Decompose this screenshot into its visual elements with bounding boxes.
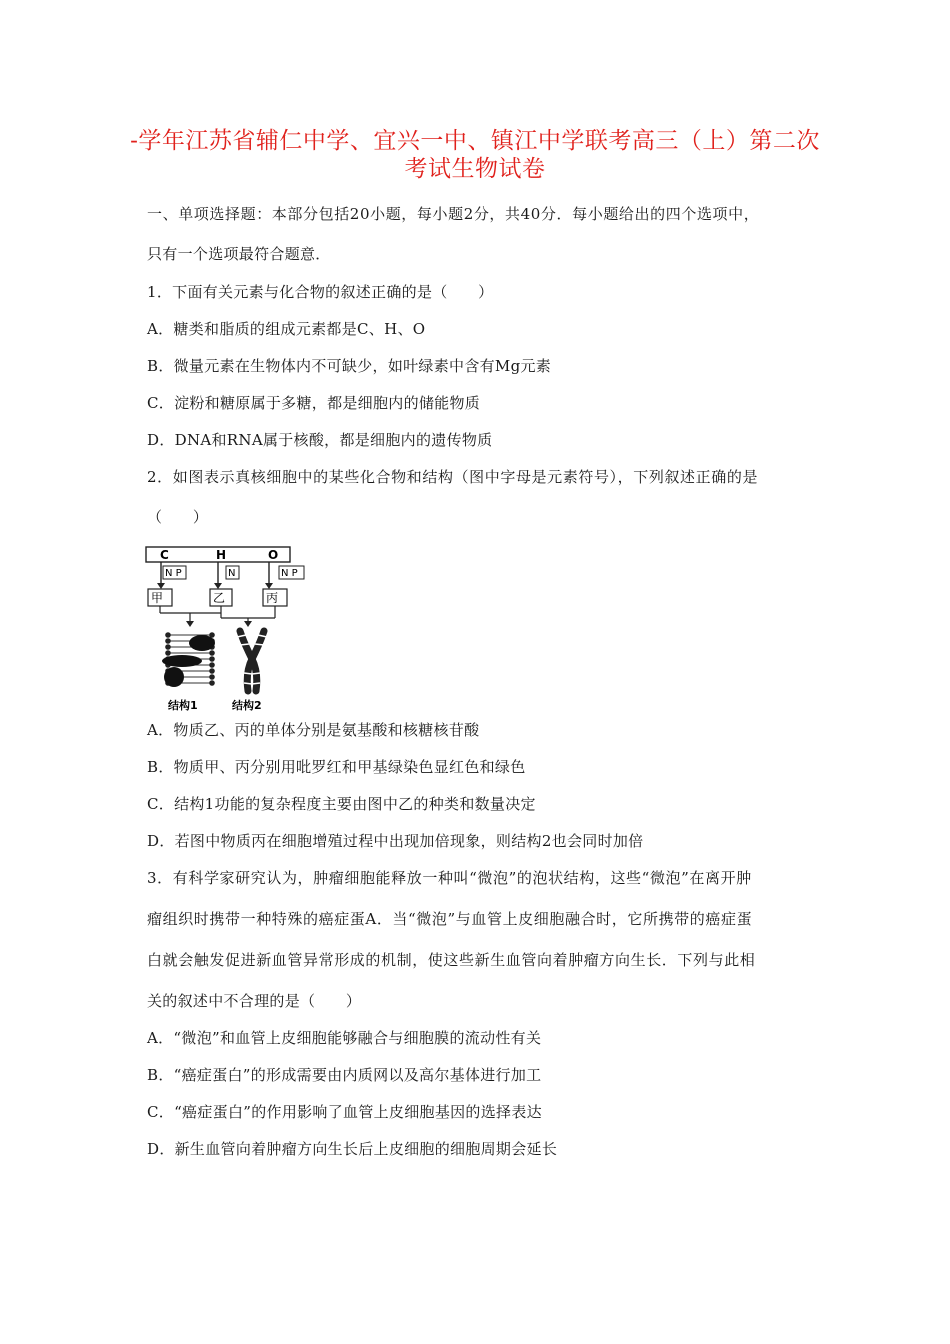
element-o: O xyxy=(268,548,279,562)
compound-yi: 乙 xyxy=(213,591,226,605)
added-element-2: N xyxy=(228,568,236,579)
page-title-line1: -学年江苏省辅仁中学、宜兴一中、镇江中学联考高三（上）第二次 xyxy=(130,128,820,154)
question-2-option-a: A．物质乙、丙的单体分别是氨基酸和核糖核苷酸 xyxy=(147,721,480,739)
element-c: C xyxy=(160,548,169,562)
added-element-3: N P xyxy=(281,568,298,579)
membrane-structure-illustration xyxy=(162,632,215,687)
question-1-option-c: C．淀粉和糖原属于多糖，都是细胞内的储能物质 xyxy=(147,394,481,412)
compound-bing: 丙 xyxy=(266,591,279,605)
chromosome-illustration xyxy=(237,631,267,691)
arrow-down-icon xyxy=(214,583,222,589)
section-intro-line1: 一、单项选择题：本部分包括20小题，每小题2分，共40分．每小题给出的四个选项中， xyxy=(147,205,760,223)
compound-structure-diagram xyxy=(140,543,310,715)
arrow-down-icon xyxy=(157,583,165,589)
arrow-down-icon xyxy=(244,621,252,627)
arrow-down-icon xyxy=(265,583,273,589)
question-2-option-d: D．若图中物质丙在细胞增殖过程中出现加倍现象，则结构2也会同时加倍 xyxy=(147,832,644,850)
question-2-option-b: B．物质甲、丙分别用吡罗红和甲基绿染色显红色和绿色 xyxy=(147,758,526,776)
question-3-option-b: B．“癌症蛋白”的形成需要由内质网以及高尔基体进行加工 xyxy=(147,1066,542,1084)
question-3-option-a: A．“微泡”和血管上皮细胞能够融合与细胞膜的流动性有关 xyxy=(147,1029,542,1047)
structure-1-label: 结构1 xyxy=(168,699,198,712)
arrow-down-icon xyxy=(186,621,194,627)
question-1-option-a: A．糖类和脂质的组成元素都是C、H、O xyxy=(147,320,426,338)
question-1-option-d: D．DNA和RNA属于核酸，都是细胞内的遗传物质 xyxy=(147,431,493,449)
question-2-option-c: C．结构1功能的复杂程度主要由图中乙的种类和数量决定 xyxy=(147,795,536,813)
question-3-stem-line4: 关的叙述中不合理的是（ ） xyxy=(147,992,362,1010)
compound-jia: 甲 xyxy=(151,591,164,605)
question-2-stem-line2: （ ） xyxy=(147,508,209,526)
question-3-stem-line3: 白就会触发促进新血管异常形成的机制，使这些新生血管向着肿瘤方向生长．下列与此相 xyxy=(147,951,756,969)
question-1-option-b: B．微量元素在生物体内不可缺少，如叶绿素中含有Mg元素 xyxy=(147,357,552,375)
question-1-stem: 1．下面有关元素与化合物的叙述正确的是（ ） xyxy=(147,283,494,301)
element-h: H xyxy=(216,548,227,562)
question-3-option-d: D．新生血管向着肿瘤方向生长后上皮细胞的细胞周期会延长 xyxy=(147,1140,558,1158)
section-intro-line2: 只有一个选项最符合题意． xyxy=(147,245,331,263)
structure-2-label: 结构2 xyxy=(232,699,262,712)
page-title-line2: 考试生物试卷 xyxy=(404,156,546,182)
question-2-stem-line1: 2．如图表示真核细胞中的某些化合物和结构（图中字母是元素符号），下列叙述正确的是 xyxy=(147,468,759,486)
added-element-1: N P xyxy=(165,568,182,579)
question-3-option-c: C．“癌症蛋白”的作用影响了血管上皮细胞基因的选择表达 xyxy=(147,1103,542,1121)
question-3-stem-line2: 瘤组织时携带一种特殊的癌症蛋A．当“微泡”与血管上皮细胞融合时，它所携带的癌症蛋 xyxy=(147,910,753,928)
question-3-stem-line1: 3．有科学家研究认为，肿瘤细胞能释放一种叫“微泡”的泡状结构，这些“微泡”在离开肿 xyxy=(147,869,752,887)
